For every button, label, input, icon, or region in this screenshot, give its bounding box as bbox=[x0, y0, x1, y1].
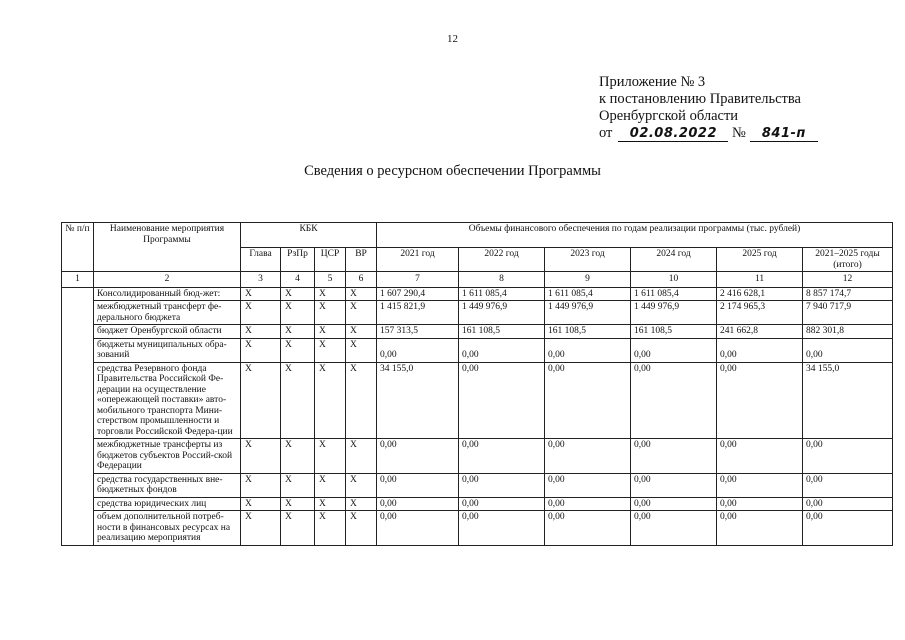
header-2021: 2021 год bbox=[377, 248, 459, 272]
cell-total: 0,00 bbox=[803, 439, 893, 474]
col-index: 4 bbox=[281, 272, 315, 288]
row-name: бюджеты муниципальных обра-зований bbox=[94, 338, 241, 362]
cell-2024: 1 449 976,9 bbox=[631, 301, 717, 325]
table-row bbox=[62, 511, 893, 546]
cell-csr: X bbox=[315, 325, 346, 339]
appendix-region: Оренбургской области bbox=[599, 108, 739, 124]
cell-2025: 0,00 bbox=[717, 439, 803, 474]
header-volumes: Объемы финансового обеспечения по годам реализации программы (тыс. рублей) bbox=[377, 223, 893, 248]
cell-total: 0,00 bbox=[803, 497, 893, 511]
col-index: 8 bbox=[459, 272, 545, 288]
column-index-row bbox=[62, 272, 893, 288]
cell-2025: 0,00 bbox=[717, 497, 803, 511]
cell-total: 882 301,8 bbox=[803, 325, 893, 339]
cell-2023: 1 611 085,4 bbox=[545, 287, 631, 301]
header-2022: 2022 год bbox=[459, 248, 545, 272]
resource-table bbox=[61, 222, 893, 546]
document-title: Сведения о ресурсном обеспечении Программы bbox=[304, 163, 601, 179]
cell-2023: 0,00 bbox=[545, 439, 631, 474]
cell-2023: 0,00 bbox=[545, 473, 631, 497]
cell-2023: 0,00 bbox=[545, 497, 631, 511]
cell-2021: 1 415 821,9 bbox=[377, 301, 459, 325]
cell-2021: 157 313,5 bbox=[377, 325, 459, 339]
cell-2025: 241 662,8 bbox=[717, 325, 803, 339]
cell-rzpr: X bbox=[281, 362, 315, 439]
cell-2021: 0,00 bbox=[377, 473, 459, 497]
header-total: 2021–2025 годы (итого) bbox=[803, 248, 893, 272]
table-row bbox=[62, 497, 893, 511]
cell-2021: 0,00 bbox=[377, 338, 459, 362]
col-index: 3 bbox=[241, 272, 281, 288]
cell-vr: X bbox=[346, 362, 377, 439]
cell-glava: X bbox=[241, 287, 281, 301]
appendix-date-line bbox=[599, 125, 899, 142]
table-row bbox=[62, 362, 893, 439]
cell-vr: X bbox=[346, 511, 377, 546]
cell-2023: 0,00 bbox=[545, 338, 631, 362]
col-index: 6 bbox=[346, 272, 377, 288]
cell-vr: X bbox=[346, 287, 377, 301]
cell-glava: X bbox=[241, 473, 281, 497]
cell-glava: X bbox=[241, 362, 281, 439]
cell-2025: 0,00 bbox=[717, 362, 803, 439]
header-kbk: КБК bbox=[241, 223, 377, 248]
table-row bbox=[62, 287, 893, 301]
cell-csr: X bbox=[315, 287, 346, 301]
header-csr: ЦСР bbox=[315, 248, 346, 272]
cell-total: 34 155,0 bbox=[803, 362, 893, 439]
cell-2024: 0,00 bbox=[631, 473, 717, 497]
handwritten-number: 841-п bbox=[750, 126, 818, 142]
header-name: Наименование мероприятия Программы bbox=[94, 223, 241, 272]
header-rzpr: РзПр bbox=[281, 248, 315, 272]
row-name: средства юридических лиц bbox=[94, 497, 241, 511]
cell-vr: X bbox=[346, 439, 377, 474]
header-glava: Глава bbox=[241, 248, 281, 272]
cell-glava: X bbox=[241, 439, 281, 474]
table-body bbox=[62, 287, 893, 545]
cell-rzpr: X bbox=[281, 287, 315, 301]
cell-2025: 2 416 628,1 bbox=[717, 287, 803, 301]
col-index: 11 bbox=[717, 272, 803, 288]
cell-total: 0,00 bbox=[803, 338, 893, 362]
cell-2022: 0,00 bbox=[459, 362, 545, 439]
header-2024: 2024 год bbox=[631, 248, 717, 272]
cell-rzpr: X bbox=[281, 511, 315, 546]
col-index: 7 bbox=[377, 272, 459, 288]
row-number-cell bbox=[62, 287, 94, 545]
cell-csr: X bbox=[315, 338, 346, 362]
cell-2021: 0,00 bbox=[377, 511, 459, 546]
cell-vr: X bbox=[346, 473, 377, 497]
cell-csr: X bbox=[315, 301, 346, 325]
header-2023: 2023 год bbox=[545, 248, 631, 272]
cell-2021: 34 155,0 bbox=[377, 362, 459, 439]
cell-2022: 0,00 bbox=[459, 338, 545, 362]
cell-csr: X bbox=[315, 362, 346, 439]
cell-2023: 0,00 bbox=[545, 362, 631, 439]
cell-2024: 0,00 bbox=[631, 439, 717, 474]
row-name: объем дополнительной потреб-ности в финансовых ресурсах на реализацию мероприятия bbox=[94, 511, 241, 546]
cell-2023: 1 449 976,9 bbox=[545, 301, 631, 325]
cell-2022: 0,00 bbox=[459, 511, 545, 546]
cell-csr: X bbox=[315, 511, 346, 546]
header-2025: 2025 год bbox=[717, 248, 803, 272]
cell-vr: X bbox=[346, 325, 377, 339]
cell-vr: X bbox=[346, 338, 377, 362]
cell-rzpr: X bbox=[281, 497, 315, 511]
cell-rzpr: X bbox=[281, 325, 315, 339]
col-index: 2 bbox=[94, 272, 241, 288]
cell-rzpr: X bbox=[281, 473, 315, 497]
cell-rzpr: X bbox=[281, 338, 315, 362]
cell-2024: 1 611 085,4 bbox=[631, 287, 717, 301]
cell-2022: 1 449 976,9 bbox=[459, 301, 545, 325]
cell-csr: X bbox=[315, 473, 346, 497]
cell-total: 8 857 174,7 bbox=[803, 287, 893, 301]
cell-2021: 1 607 290,4 bbox=[377, 287, 459, 301]
cell-glava: X bbox=[241, 301, 281, 325]
col-index: 10 bbox=[631, 272, 717, 288]
table-row bbox=[62, 473, 893, 497]
cell-vr: X bbox=[346, 497, 377, 511]
cell-2021: 0,00 bbox=[377, 439, 459, 474]
appendix-title: Приложение № 3 bbox=[599, 74, 706, 90]
cell-2024: 0,00 bbox=[631, 497, 717, 511]
table-row bbox=[62, 301, 893, 325]
appendix-resolution: к постановлению Правительства bbox=[599, 91, 801, 107]
cell-2024: 0,00 bbox=[631, 362, 717, 439]
row-name: средства государственных вне-бюджетных фондов bbox=[94, 473, 241, 497]
row-name: межбюджетные трансферты из бюджетов субъектов Россий-ской Федерации bbox=[94, 439, 241, 474]
appendix-block bbox=[599, 74, 899, 142]
row-name: межбюджетный трансферт фе-дерального бюджета bbox=[94, 301, 241, 325]
col-index: 12 bbox=[803, 272, 893, 288]
cell-rzpr: X bbox=[281, 439, 315, 474]
cell-2022: 0,00 bbox=[459, 439, 545, 474]
table-row bbox=[62, 338, 893, 362]
cell-2022: 1 611 085,4 bbox=[459, 287, 545, 301]
cell-2024: 0,00 bbox=[631, 511, 717, 546]
cell-2021: 0,00 bbox=[377, 497, 459, 511]
row-name: средства Резервного фонда Правительства Российской Фе-дерации на осуществление «опережающей поставки» авто-мобильного транспорта Мини-стерством промышленности и торговли Российской Федера-ции bbox=[94, 362, 241, 439]
cell-rzpr: X bbox=[281, 301, 315, 325]
cell-glava: X bbox=[241, 338, 281, 362]
cell-vr: X bbox=[346, 301, 377, 325]
header-vr: ВР bbox=[346, 248, 377, 272]
cell-csr: X bbox=[315, 497, 346, 511]
handwritten-date: 02.08.2022 bbox=[618, 126, 728, 142]
cell-2023: 0,00 bbox=[545, 511, 631, 546]
from-label: от bbox=[599, 125, 613, 141]
cell-2025: 0,00 bbox=[717, 338, 803, 362]
col-index: 9 bbox=[545, 272, 631, 288]
cell-2022: 0,00 bbox=[459, 473, 545, 497]
cell-csr: X bbox=[315, 439, 346, 474]
cell-2025: 0,00 bbox=[717, 473, 803, 497]
cell-2025: 0,00 bbox=[717, 511, 803, 546]
col-index: 1 bbox=[62, 272, 94, 288]
cell-2022: 0,00 bbox=[459, 497, 545, 511]
cell-2025: 2 174 965,3 bbox=[717, 301, 803, 325]
cell-2023: 161 108,5 bbox=[545, 325, 631, 339]
table-row bbox=[62, 325, 893, 339]
row-name: бюджет Оренбургской области bbox=[94, 325, 241, 339]
cell-glava: X bbox=[241, 511, 281, 546]
col-index: 5 bbox=[315, 272, 346, 288]
page-number: 12 bbox=[447, 33, 458, 45]
cell-total: 0,00 bbox=[803, 473, 893, 497]
cell-total: 0,00 bbox=[803, 511, 893, 546]
number-label: № bbox=[732, 125, 746, 141]
table-row bbox=[62, 439, 893, 474]
cell-2024: 161 108,5 bbox=[631, 325, 717, 339]
cell-glava: X bbox=[241, 325, 281, 339]
cell-total: 7 940 717,9 bbox=[803, 301, 893, 325]
row-name: Консолидированный бюд-жет: bbox=[94, 287, 241, 301]
cell-2024: 0,00 bbox=[631, 338, 717, 362]
cell-glava: X bbox=[241, 497, 281, 511]
cell-2022: 161 108,5 bbox=[459, 325, 545, 339]
header-num: № п/п bbox=[62, 223, 94, 272]
